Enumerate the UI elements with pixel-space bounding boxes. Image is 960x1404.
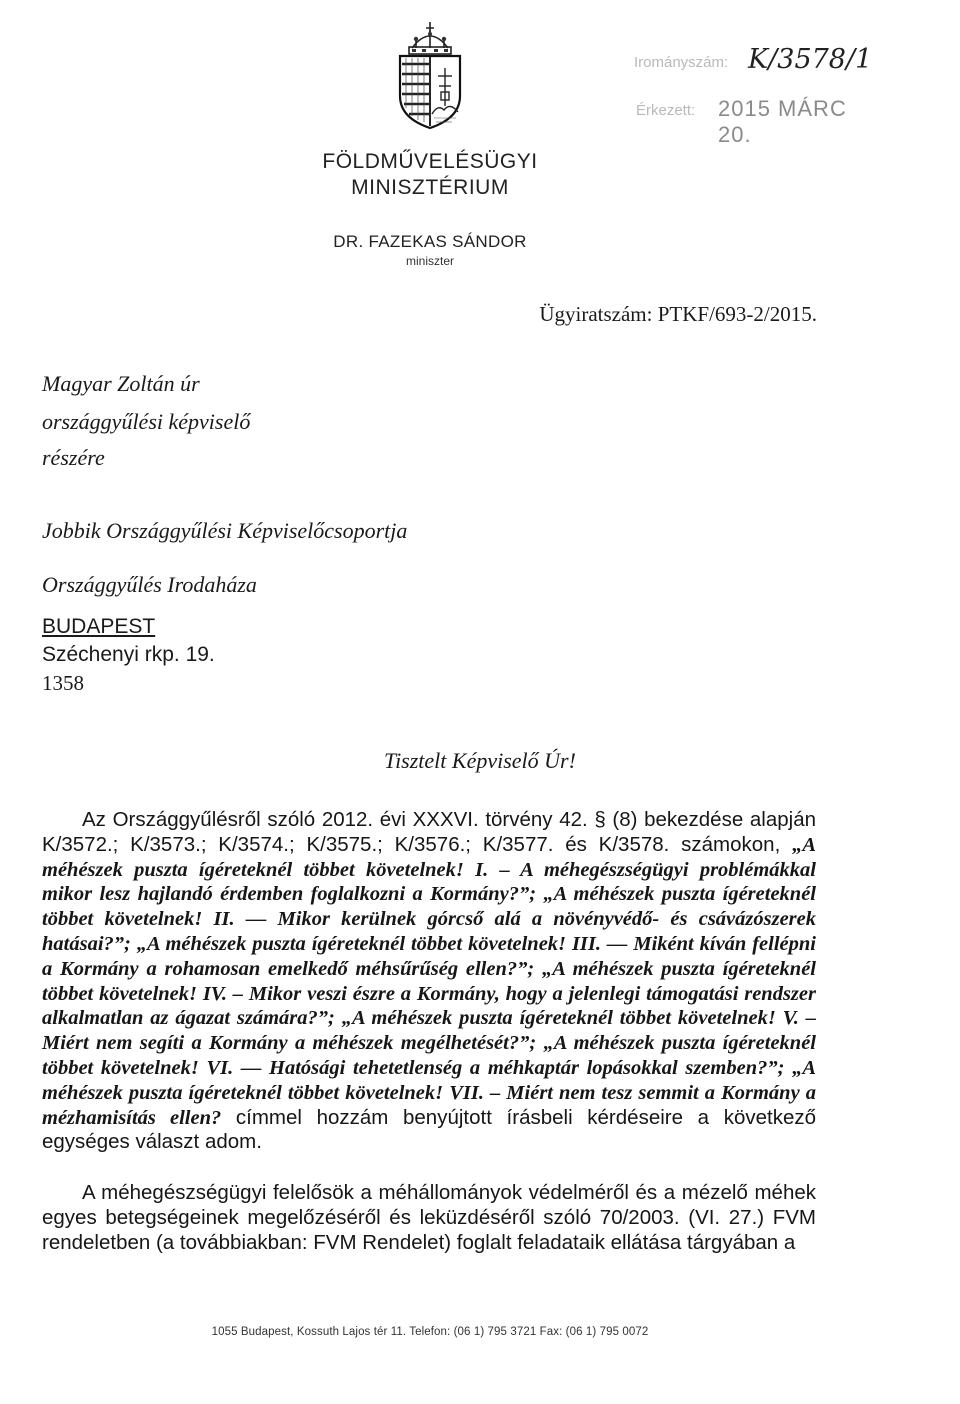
- registry-stamp: [630, 40, 880, 147]
- letter-body: [42, 808, 816, 1256]
- paragraph-2: A méhegészségügyi felelősök a méhállományok védelméről és a mézelő méhek egyes betegségeinek megelőzéséről és leküzdéséről szóló 70/2003. (VI. 27.) FVM rendeletben (a továbbiakban: FVM Rendelet) foglalt feladataik ellátása tárgyában a: [42, 1181, 816, 1254]
- ministry-name-line1: FÖLDMŰVELÉSÜGYI: [322, 150, 538, 173]
- received-label: Érkezett:: [636, 102, 696, 119]
- case-number: Ügyiratszám: PTKF/693-2/2015.: [539, 302, 817, 326]
- recipient-name: Magyar Zoltán úr: [42, 371, 200, 396]
- recipient-role: országgyűlési képviselő: [42, 409, 251, 434]
- minister-name: DR. FAZEKAS SÁNDOR: [333, 232, 527, 251]
- footer-contact: 1055 Budapest, Kossuth Lajos tér 11. Telefon: (06 1) 795 3721 Fax: (06 1) 795 0072: [211, 1326, 649, 1338]
- recipient-building: Országgyűlés Irodaháza: [42, 572, 257, 597]
- paragraph-1-outro: címmel hozzám benyújtott írásbeli kérdéseire a következő egységes választ adom.: [42, 1105, 816, 1154]
- recipient-postcode: 1358: [42, 671, 84, 695]
- received-date: 2015 MÁRC 20.: [718, 96, 847, 147]
- salutation: Tisztelt Képviselő Úr!: [384, 748, 576, 773]
- recipient-city: BUDAPEST: [42, 615, 156, 638]
- question-titles: „A méhészek puszta ígéreteknél többet követelnek! I. – A méhegészségügyi problémákkal mikor lesz hajlandó érdemben foglalkozni a Kormány?”; „A méhészek puszta ígéreteknél többet követelnek! II. — Mikor kerülnek górcső alá a növényvédő- és csávázószerek hatásai?”; „A méhészek puszta ígéreteknél többet követelnek! III. — Miként kíván fellépni a Kormány a rohamosan emelkedő méhsűrűség ellen?”; „A méhészek puszta ígéreteknél többet követelnek! IV. – Mikor veszi észre a Kormány, hogy a jelenlegi támogatási rendszer alkalmatlan az ágazat számára?”; „A méhészek puszta ígéreteknél többet követelnek! V. – Miért nem segíti a Kormány a méhészek megélhetését?”; „A méhészek puszta ígéreteknél többet követelnek! VI. — Hatósági tehetetlenség a méhkaptár lopásokkal szemben?”; „A méhészek puszta ígéreteknél többet követelnek! VII. – Miért nem tesz semmit a Kormány a mézhamisítás ellen?: [42, 833, 816, 1129]
- hungarian-coat-of-arms-icon: [392, 18, 468, 130]
- ministry-name-line2: MINISZTÉRIUM: [351, 176, 509, 199]
- recipient-for: részére: [42, 445, 105, 470]
- recipient-street: Széchenyi rkp. 19.: [42, 643, 215, 666]
- paragraph-1: [42, 808, 816, 1155]
- paragraph-1-intro: Az Országgyűlésről szóló 2012. évi XXXVI. törvény 42. § (8) bekezdése alapján K/3572.; K/3573.; K/3574.; K/3575.; K/3576.; K/3577. és K/3578. számokon,: [42, 808, 816, 856]
- recipient-group: Jobbik Országgyűlési Képviselőcsoportja: [42, 518, 408, 543]
- registry-label: Irományszám:: [634, 54, 729, 71]
- registry-number: K/3578/1: [748, 44, 873, 75]
- minister-title: miniszter: [405, 254, 454, 268]
